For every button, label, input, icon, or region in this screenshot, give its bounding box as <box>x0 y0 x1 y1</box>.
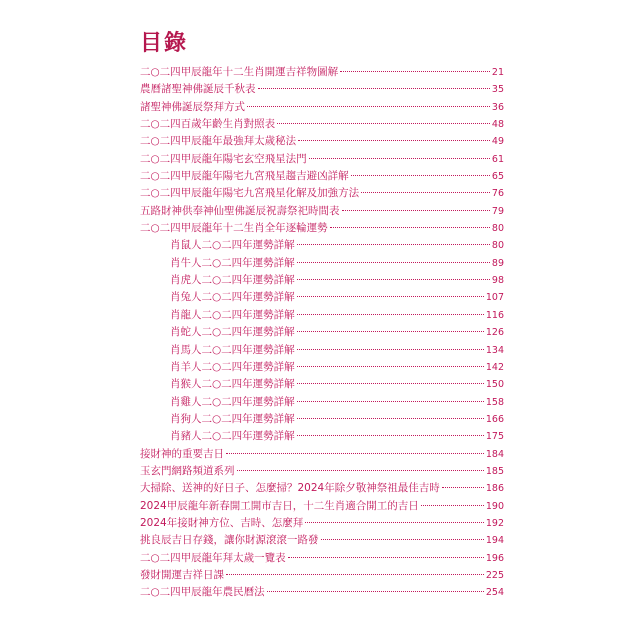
toc-entry[interactable] <box>140 185 504 202</box>
toc-entry[interactable] <box>140 428 504 445</box>
toc-entry[interactable] <box>140 411 504 428</box>
dot-leader <box>297 314 484 315</box>
toc-entry-label: 肖豬人二○二四年運勢詳解 <box>170 430 295 443</box>
dot-leader <box>297 279 490 280</box>
dot-leader <box>297 262 490 263</box>
dot-leader <box>297 401 484 402</box>
toc-entry[interactable] <box>140 359 504 376</box>
toc-entry[interactable] <box>140 376 504 393</box>
toc-entry-page-number: 48 <box>491 119 504 131</box>
toc-entry-page-number: 98 <box>491 275 504 287</box>
toc-entry-page-number: 150 <box>485 379 504 391</box>
toc-entry-page-number: 80 <box>491 223 504 235</box>
toc-entry-label: 二○二四甲辰龍年最強拜太歲秘法 <box>140 135 297 148</box>
dot-leader <box>298 140 490 141</box>
toc-entry-label: 2024甲辰龍年新春開工開市吉日，十二生肖適合開工的吉日 <box>140 499 419 512</box>
toc-entry-page-number: 61 <box>491 153 504 165</box>
toc-entry-label: 肖猴人二○二四年運勢詳解 <box>170 378 295 391</box>
dot-leader <box>297 331 484 332</box>
toc-entry-page-number: 192 <box>485 517 504 529</box>
toc-entry[interactable] <box>140 480 504 497</box>
toc-entry[interactable] <box>140 272 504 289</box>
toc-entry-page-number: 184 <box>485 448 504 460</box>
dot-leader <box>297 366 484 367</box>
toc-entry-label: 肖鼠人二○二四年運勢詳解 <box>170 239 295 252</box>
toc-entry[interactable] <box>140 324 504 341</box>
toc-entry[interactable] <box>140 584 504 601</box>
toc-entry-label: 諸聖神佛誕辰祭拜方式 <box>140 100 245 113</box>
toc-entry-label: 肖虎人二○二四年運勢詳解 <box>170 274 295 287</box>
toc-entry[interactable] <box>140 81 504 98</box>
toc-entry-page-number: 225 <box>485 569 504 581</box>
toc-entry[interactable] <box>140 168 504 185</box>
toc-entry[interactable] <box>140 64 504 81</box>
toc-entry[interactable] <box>140 220 504 237</box>
toc-entry[interactable] <box>140 550 504 567</box>
dot-leader <box>288 557 484 558</box>
toc-entry-page-number: 107 <box>485 292 504 304</box>
toc-entry-page-number: 21 <box>491 67 504 78</box>
toc-entry-page-number: 186 <box>485 483 504 495</box>
toc-entry-label: 肖兔人二○二四年運勢詳解 <box>170 291 295 304</box>
toc-entry-label: 農曆諸聖神佛誕辰千秋表 <box>140 83 256 96</box>
toc-entry-label: 二○二四甲辰龍年十二生肖開運吉祥物圖解 <box>140 66 339 78</box>
toc-entry-page-number: 142 <box>485 361 504 373</box>
toc-list <box>140 64 504 602</box>
dot-leader <box>258 88 490 89</box>
toc-entry-label: 肖蛇人二○二四年運勢詳解 <box>170 326 295 339</box>
toc-entry-page-number: 166 <box>485 413 504 425</box>
toc-entry-page-number: 49 <box>491 136 504 148</box>
toc-entry-page-number: 76 <box>491 188 504 200</box>
toc-entry-label: 肖羊人二○二四年運勢詳解 <box>170 360 295 373</box>
toc-entry-label: 肖雞人二○二四年運勢詳解 <box>170 395 295 408</box>
toc-entry[interactable] <box>140 289 504 306</box>
toc-entry-page-number: 185 <box>485 465 504 477</box>
dot-leader <box>297 435 484 436</box>
toc-entry-page-number: 158 <box>485 396 504 408</box>
toc-entry-label: 肖牛人二○二四年運勢詳解 <box>170 256 295 269</box>
dot-leader <box>342 210 490 211</box>
dot-leader <box>247 106 490 107</box>
toc-entry-label: 大掃除、送神的好日子、怎麼掃？2024年除夕敬神祭祖最佳吉時 <box>140 482 440 495</box>
toc-entry-page-number: 36 <box>491 101 504 113</box>
toc-entry[interactable] <box>140 446 504 463</box>
toc-entry-page-number: 175 <box>485 431 504 443</box>
toc-entry-label: 二○二四甲辰龍年拜太歲一覽表 <box>140 551 286 564</box>
toc-entry[interactable] <box>140 116 504 133</box>
dot-leader <box>351 175 490 176</box>
toc-entry-label: 肖馬人二○二四年運勢詳解 <box>170 343 295 356</box>
toc-entry[interactable] <box>140 203 504 220</box>
toc-entry-page-number: 89 <box>491 257 504 269</box>
dot-leader <box>297 349 484 350</box>
toc-entry-label: 肖狗人二○二四年運勢詳解 <box>170 412 295 425</box>
toc-entry-label: 二○二四甲辰龍年陽宅九宮飛星趨吉避凶詳解 <box>140 170 349 183</box>
dot-leader <box>297 383 484 384</box>
dot-leader <box>297 418 484 419</box>
dot-leader <box>277 123 490 124</box>
toc-entry-label: 二○二四甲辰龍年農民曆法 <box>140 586 265 599</box>
dot-leader <box>297 296 484 297</box>
dot-leader <box>421 505 484 506</box>
toc-entry-page-number: 190 <box>485 500 504 512</box>
toc-entry-label: 2024年接財神方位、吉時、怎麼拜 <box>140 516 304 529</box>
toc-entry-page-number: 254 <box>485 587 504 599</box>
toc-entry-page-number: 196 <box>485 552 504 564</box>
toc-entry-page-number: 116 <box>485 309 504 321</box>
toc-entry[interactable] <box>140 567 504 584</box>
toc-entry[interactable] <box>140 151 504 168</box>
toc-entry-page-number: 79 <box>491 205 504 217</box>
dot-leader <box>267 591 484 592</box>
toc-entry-label: 二○二四甲辰龍年十二生肖全年逐輪運勢 <box>140 222 328 235</box>
toc-entry-label: 肖龍人二○二四年運勢詳解 <box>170 308 295 321</box>
toc-entry[interactable] <box>140 532 504 549</box>
toc-entry-page-number: 134 <box>485 344 504 356</box>
toc-entry[interactable] <box>140 342 504 359</box>
dot-leader <box>330 227 490 228</box>
toc-entry-label: 二○二四甲辰龍年陽宅九宮飛星化解及加強方法 <box>140 187 360 200</box>
toc-entry-label: 二○二四百歲年齡生肖對照表 <box>140 118 276 131</box>
dot-leader <box>226 453 484 454</box>
toc-entry[interactable] <box>140 133 504 150</box>
dot-leader <box>361 192 490 193</box>
toc-entry-page-number: 126 <box>485 327 504 339</box>
toc-entry-label: 玉玄門網路頻道系列 <box>140 464 235 477</box>
dot-leader <box>305 522 484 523</box>
toc-entry[interactable] <box>140 237 504 254</box>
toc-entry[interactable] <box>140 515 504 532</box>
dot-leader <box>309 158 490 159</box>
toc-entry-page-number: 35 <box>491 84 504 96</box>
dot-leader <box>321 539 484 540</box>
toc-entry-page-number: 65 <box>491 171 504 183</box>
toc-entry[interactable] <box>140 394 504 411</box>
dot-leader <box>297 244 490 245</box>
toc-entry[interactable] <box>140 463 504 480</box>
dot-leader <box>442 487 484 488</box>
toc-entry[interactable] <box>140 307 504 324</box>
toc-entry-label: 挑良辰吉日存錢，讓你財源滾滾一路發 <box>140 534 319 547</box>
toc-entry-label: 接財神的重要吉日 <box>140 447 224 460</box>
toc-entry[interactable] <box>140 498 504 515</box>
page-title: 目錄 <box>140 31 189 56</box>
dot-leader <box>340 71 490 72</box>
toc-entry-label: 五路財神供奉神仙聖佛誕辰祝壽祭祀時間表 <box>140 204 340 217</box>
toc-entry-page-number: 194 <box>485 535 504 547</box>
toc-entry[interactable] <box>140 99 504 116</box>
toc-entry[interactable] <box>140 255 504 272</box>
toc-entry-label: 發財開運吉祥日課 <box>140 568 224 581</box>
dot-leader <box>226 574 484 575</box>
dot-leader <box>237 470 484 471</box>
toc-entry-label: 二○二四甲辰龍年陽宅玄空飛星法門 <box>140 152 307 165</box>
toc-entry-page-number: 80 <box>491 240 504 252</box>
